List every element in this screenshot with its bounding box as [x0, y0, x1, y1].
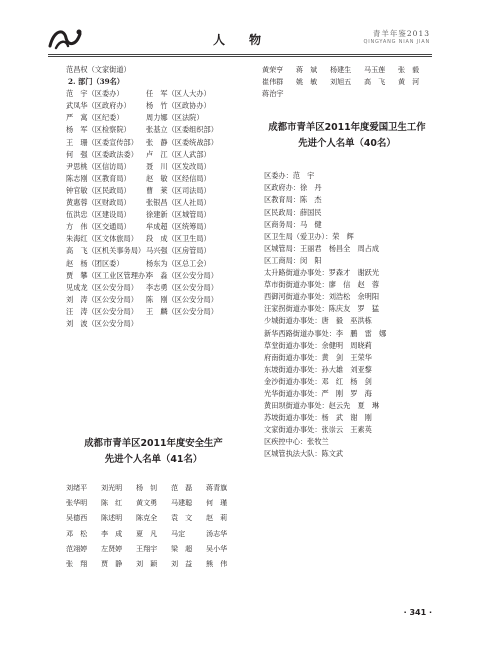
department-entry: 王 珊（区委宣传部） — [66, 137, 138, 147]
health-unit-entry: 太升路街道办事处：罗森才 谢跃光 — [264, 268, 380, 278]
health-unit-entry: 黄田坝街道办事处：赵云先 夏 琳 — [264, 401, 380, 411]
safety-name-row — [66, 497, 241, 512]
department-entry: 朱海红（区文体旅局） — [66, 234, 138, 244]
person-name: 刘 颖 — [136, 558, 158, 568]
page-header — [0, 0, 480, 62]
continued-last-name: 蒋治宇 — [262, 89, 284, 99]
right-column — [262, 64, 432, 461]
department-entry: 伍洪忠（区建设局） — [66, 210, 131, 220]
department-row — [66, 161, 241, 173]
department-entry: 张 静（区委统战部） — [146, 137, 218, 147]
person-name: 刘绪平 — [66, 483, 88, 492]
yearbook-name: 青羊年鉴2013 — [372, 29, 430, 38]
department-entry: 陈 刚（区公安分局） — [146, 294, 218, 304]
department-row — [66, 245, 241, 257]
department-entry: 张银昌（区人社局） — [146, 198, 211, 208]
person-name: 左贤婷 — [101, 543, 123, 553]
person-name: 吴德西 — [66, 513, 88, 523]
person-name: 陈述明 — [101, 513, 123, 523]
department-entry — [146, 318, 241, 330]
health-unit-entry: 草市街街道办事处：廖 信 赵 蓉 — [264, 280, 380, 290]
department-entry: 马兴强（区房管局） — [146, 246, 211, 256]
department-entry: 钟官敏（区民政局） — [66, 185, 131, 195]
safety-title-line1: 成都市青羊区2011年度安全生产 — [84, 438, 223, 449]
person-name: 何 瑾 — [206, 498, 228, 508]
person-name: 刘旭五 — [330, 77, 352, 87]
health-unit-entry: 区委办：范 宇 — [264, 171, 315, 181]
health-unit-entry: 苏坡街道办事处：杨 武 谢 刚 — [264, 413, 372, 423]
continued-name: 范昌权（文家街道） — [66, 65, 131, 74]
health-unit-entry: 区政府办：徐 丹 — [264, 183, 322, 193]
department-row — [66, 233, 241, 245]
health-title-line2: 先进个人名单（40名） — [298, 138, 396, 150]
continued-name-row — [262, 64, 432, 76]
header-rule — [48, 54, 432, 55]
person-name: 杨建生 — [330, 65, 352, 74]
person-name: 张华明 — [66, 498, 88, 508]
health-unit-entry: 区城管执法大队：陈文武 — [264, 449, 344, 459]
department-entry: 段 成（区卫生局） — [146, 234, 211, 244]
health-unit-entry: 新华西路街道办事处：李 鹏 雷 娜 — [264, 328, 387, 338]
health-unit-entry: 草堂街道办事处：余健明 周晓莉 — [264, 340, 372, 350]
person-name: 马定 — [171, 528, 193, 538]
health-unit-entry: 西御河街道办事处：刘浩松 余明阳 — [264, 292, 380, 302]
safety-title-line2: 先进个人名单（41名） — [104, 454, 203, 465]
health-unit-entry: 府南街道办事处：黄 剑 王荣华 — [264, 352, 372, 362]
department-row — [66, 173, 241, 185]
safety-name-row — [66, 543, 241, 558]
person-name: 陈 红 — [101, 498, 123, 508]
person-name: 王翔宇 — [136, 543, 158, 553]
person-name: 马建聪 — [171, 498, 193, 508]
department-entry: 赵 敏（区经信局） — [146, 173, 211, 183]
continued-name-grid — [262, 64, 432, 88]
continued-name-row — [262, 76, 432, 88]
person-name: 黄 河 — [398, 77, 420, 87]
running-title: 人 物 — [212, 33, 267, 47]
health-unit-entry: 文家街道办事处：张崇云 王素英 — [264, 425, 372, 435]
department-entry: 任 军（区人大办） — [146, 89, 211, 99]
health-unit-entry: 区疾控中心：张牧兰 — [264, 437, 329, 447]
department-entry: 卢 江（区人武部） — [146, 149, 211, 159]
department-row — [66, 197, 241, 209]
department-row — [66, 306, 241, 318]
person-name: 蒋 斌 — [296, 65, 318, 74]
health-unit-entry: 汪家拐街道办事处：陈庆友 罗 猛 — [264, 304, 380, 314]
department-entry: 见成龙（区公安分局） — [66, 282, 138, 292]
department-entry: 刘 涛（区公安分局） — [66, 294, 138, 304]
department-entry: 范 宇（区委办） — [66, 89, 124, 99]
person-name: 邓 松 — [66, 528, 88, 538]
person-name: 姚 敏 — [296, 77, 318, 87]
person-name: 崔伟群 — [262, 77, 284, 87]
health-name-list — [262, 170, 432, 460]
department-row — [66, 149, 241, 161]
person-name: 马玉莲 — [364, 65, 386, 74]
safety-name-grid — [66, 482, 241, 573]
safety-section — [66, 436, 241, 573]
department-entry: 王 麟（区公安分局） — [146, 306, 218, 316]
department-entry: 杨 军（区检察院） — [66, 125, 131, 135]
department-subheading: 2. 部门（39名） — [68, 77, 124, 87]
department-entry: 贾 攀（区工业区管理办） — [66, 270, 153, 280]
person-name: 袁 文 — [171, 513, 193, 523]
person-name: 赵 莉 — [206, 513, 228, 523]
health-unit-entry: 区教育局：陈 杰 — [264, 195, 322, 205]
department-entry: 李 淼（区公安分局） — [146, 270, 218, 280]
department-row — [66, 100, 241, 112]
person-name: 李 成 — [101, 528, 123, 538]
department-entry: 李志勇（区公安分局） — [146, 282, 218, 292]
health-unit-entry: 区卫生局（爱卫办）：荣 辉 — [264, 231, 354, 241]
person-name: 杨 钊 — [136, 483, 158, 492]
yearbook-title-block — [363, 28, 430, 45]
department-entry: 杨东为（区总工会） — [146, 258, 211, 268]
person-name: 范 磊 — [171, 483, 193, 492]
person-name: 贾 静 — [101, 558, 123, 568]
department-row — [66, 88, 241, 100]
person-name: 张 翔 — [66, 558, 88, 568]
department-entry: 徐建新（区城管局） — [146, 210, 211, 220]
department-entry: 聂 川（区发改局） — [146, 161, 211, 171]
department-entry: 黄惠蓉（区财政局） — [66, 198, 131, 208]
department-row — [66, 282, 241, 294]
department-entry: 武凤华（区政府办） — [66, 101, 131, 111]
department-entry: 刘 波（区公安分局） — [66, 318, 138, 328]
safety-name-row — [66, 482, 241, 497]
department-entry: 汪 涛（区公安分局） — [66, 306, 138, 316]
person-name: 蒋青旗 — [206, 483, 228, 492]
department-entry: 方 伟（区交通局） — [66, 222, 131, 232]
page-number: · 341 · — [403, 608, 432, 617]
safety-name-row — [66, 528, 241, 543]
department-row — [66, 258, 241, 270]
department-row — [66, 209, 241, 221]
department-entry: 赵 杨（团区委） — [66, 258, 124, 268]
person-name: 汤志华 — [206, 528, 228, 538]
person-name: 夏 凡 — [136, 528, 158, 538]
department-row — [66, 221, 241, 233]
health-unit-entry: 少城街道办事处：唐 毅 巫洪栋 — [264, 316, 372, 326]
person-name: 陈克全 — [136, 513, 158, 523]
department-entry: 高 飞（区机关事务局） — [66, 246, 146, 256]
person-name: 张 毅 — [398, 65, 420, 74]
department-entry: 严 寓（区纪委） — [66, 113, 124, 123]
health-unit-entry: 区民政局：薛国民 — [264, 207, 322, 217]
health-unit-entry: 区商务局：马 健 — [264, 219, 322, 229]
person-name: 梁 超 — [171, 543, 193, 553]
department-row — [66, 124, 241, 136]
header-rule-bold — [48, 56, 432, 57]
department-entry: 张基立（区委组织部） — [146, 125, 218, 135]
department-row — [66, 112, 241, 124]
department-entry: 何 强（区委政法委） — [66, 149, 138, 159]
department-entry: 陈志刚（区教育局） — [66, 173, 131, 183]
department-entry: 尹思桃（区信访局） — [66, 161, 131, 171]
department-list — [66, 88, 241, 330]
person-name: 黄荣亨 — [262, 65, 284, 74]
safety-name-row — [66, 558, 241, 573]
department-row — [66, 185, 241, 197]
department-entry: 周力娜（区法院） — [146, 113, 204, 123]
yearbook-pinyin: QINGYANG NIAN JIAN — [363, 39, 430, 45]
department-row — [66, 137, 241, 149]
left-column-top — [66, 64, 241, 330]
person-name: 范翊婷 — [66, 543, 88, 553]
health-title-line1: 成都市青羊区2011年度爱国卫生工作 — [268, 122, 426, 134]
department-entry: 牟成超（区统筹局） — [146, 222, 211, 232]
department-entry: 杨 竹（区政协办） — [146, 101, 211, 111]
department-entry: 曹 莱（区司法局） — [146, 185, 211, 195]
person-name: 熊 伟 — [206, 558, 228, 568]
health-unit-entry: 区工商局：闵 阳 — [264, 255, 322, 265]
person-name: 吴小华 — [206, 543, 228, 553]
health-unit-entry: 金沙街道办事处：邓 红 杨 剑 — [264, 376, 372, 386]
person-name: 高 飞 — [364, 77, 386, 87]
department-row — [66, 294, 241, 306]
health-unit-entry: 区城管局：王丽君 杨昌全 周占成 — [264, 243, 380, 253]
health-unit-entry: 光华街道办事处：严 刚 罗 海 — [264, 388, 372, 398]
health-unit-entry: 东坡街道办事处：孙大雄 刘亚黎 — [264, 364, 372, 374]
person-name: 黄文勇 — [136, 498, 158, 508]
safety-name-row — [66, 512, 241, 527]
person-name: 刘 益 — [171, 558, 193, 568]
person-name: 刘光明 — [101, 483, 123, 492]
department-row — [66, 270, 241, 282]
department-row — [66, 318, 241, 330]
